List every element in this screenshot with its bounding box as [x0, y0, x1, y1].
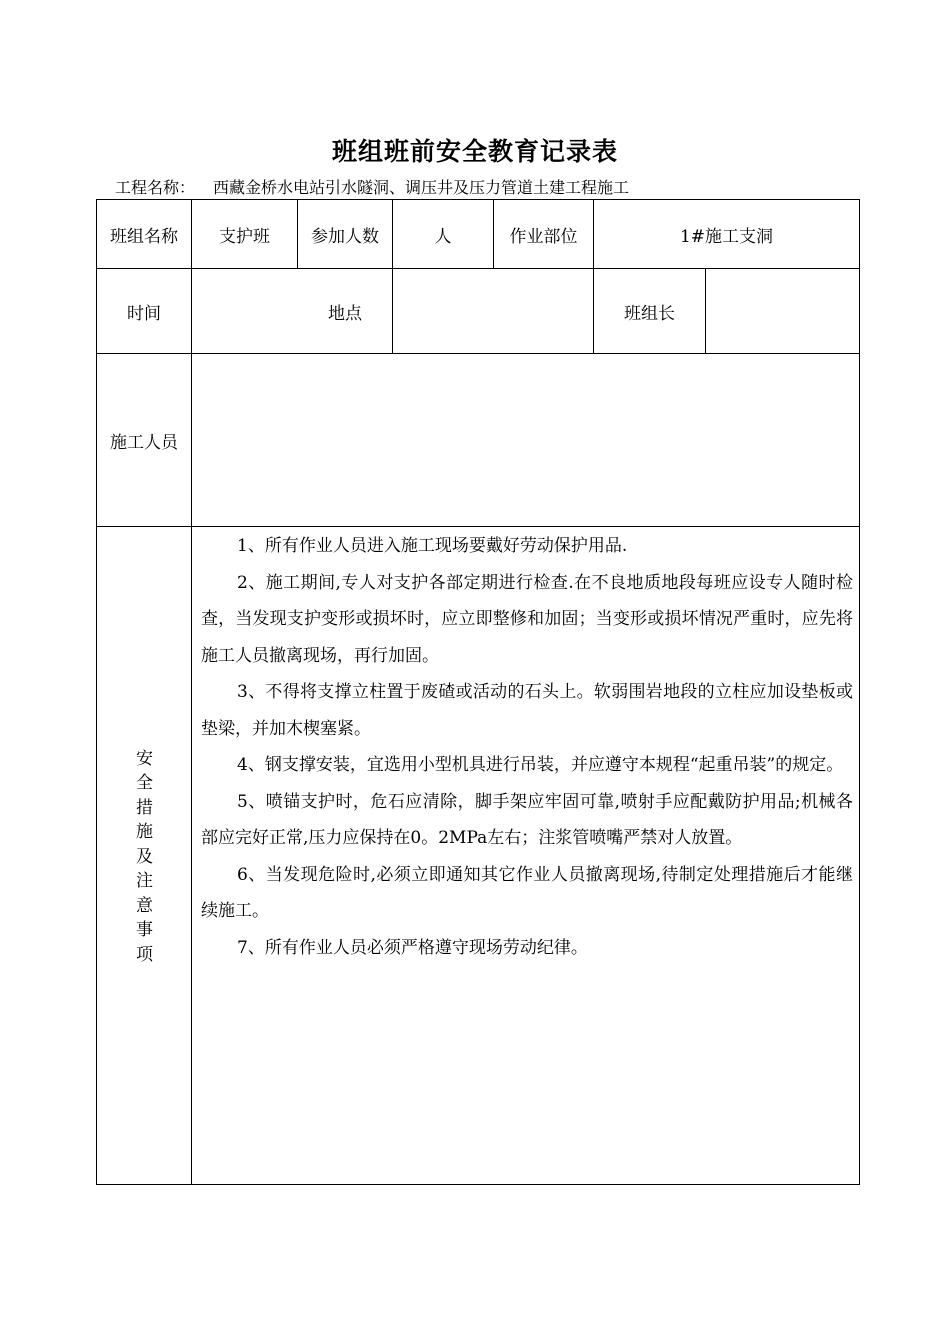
work-location-value[interactable]: 1#施工支洞 — [679, 226, 774, 247]
participant-count-value[interactable]: 人 — [434, 226, 452, 247]
place-value[interactable] — [393, 269, 593, 353]
work-location-label: 作业部位 — [509, 226, 578, 247]
safety-item: 5、喷锚支护时，危石应清除，脚手架应牢固可靠,喷射手应配戴防护用品;机械各部应完好正常,压力应保持在0。2MPa左右；注浆管喷嘴严禁对人放置。 — [201, 791, 853, 848]
team-leader-label: 班组长 — [624, 303, 675, 324]
safety-item: 1、所有作业人员进入施工现场要戴好劳动保护用品. — [237, 536, 628, 556]
row-divider — [97, 526, 859, 527]
participant-count-label: 参加人数 — [311, 226, 379, 247]
safety-measures-content — [201, 528, 853, 966]
time-label: 时间 — [127, 303, 161, 324]
safety-item: 6、当发现危险时,必须立即通知其它作业人员撤离现场,待制定处理措施后才能继续施工。 — [201, 864, 853, 921]
safety-item: 7、所有作业人员必须严格遵守现场劳动纪律。 — [237, 937, 588, 958]
place-label: 地点 — [328, 303, 362, 324]
safety-measures-label — [97, 528, 192, 1186]
safety-item: 2、施工期间,专人对支护各部定期进行检查.在不良地质地段每班应设专人随时检查，当发现支护变形或损坏时，应立即整修和加固；当变形或损坏情况严重时，应先将施工人员撤离现场，再行加固。 — [201, 572, 853, 666]
team-name-label: 班组名称 — [110, 226, 178, 247]
project-name: 西藏金桥水电站引水隧洞、调压井及压力管道土建工程施工 — [213, 178, 630, 197]
record-table — [96, 199, 860, 1185]
project-label: 工程名称： — [115, 178, 196, 197]
staff-value[interactable] — [192, 354, 859, 526]
team-name-value[interactable]: 支护班 — [219, 226, 270, 247]
staff-label: 施工人员 — [110, 432, 178, 453]
project-line — [115, 175, 629, 198]
page-title: 班组班前安全教育记录表 — [331, 137, 618, 166]
safety-measures-label-text: 安全措施及注意事项 — [136, 748, 153, 965]
safety-item: 4、钢支撑安装，宜选用小型机具进行吊装，并应遵守本规程“起重吊装”的规定。 — [237, 755, 844, 775]
safety-item: 3、不得将支撑立柱置于废碴或活动的石头上。软弱围岩地段的立柱应加设垫板或垫梁，并加木楔塞紧。 — [201, 682, 853, 739]
team-leader-value[interactable] — [706, 269, 859, 353]
